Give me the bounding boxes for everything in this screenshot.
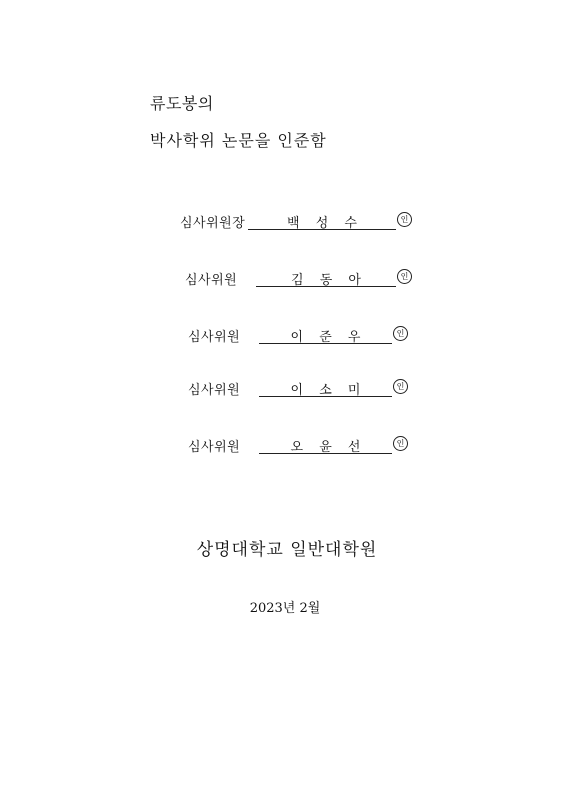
seal-icon: 인 xyxy=(397,269,412,284)
institution-name: 상명대학교 일반대학원 xyxy=(196,540,378,560)
committee-role: 심사위원 xyxy=(188,440,241,455)
committee-role: 심사위원 xyxy=(188,330,241,345)
candidate-name-heading: 류도봉의 xyxy=(150,94,214,113)
seal-icon: 인 xyxy=(393,379,408,394)
seal-icon: 인 xyxy=(393,436,408,451)
approval-date: 2023년 2월 xyxy=(249,601,321,616)
signature-line xyxy=(259,379,392,397)
committee-member-name: 이 준 우 xyxy=(290,330,367,345)
signature-line xyxy=(256,269,396,287)
committee-role: 심사위원 xyxy=(188,383,241,398)
committee-member-name: 이 소 미 xyxy=(290,383,367,398)
signature-line xyxy=(259,326,392,344)
signature-line xyxy=(248,212,396,230)
approval-statement: 박사학위 논문을 인준함 xyxy=(150,131,327,150)
committee-member-name: 김 동 아 xyxy=(291,273,367,288)
committee-role: 심사위원 xyxy=(185,273,238,288)
signature-line xyxy=(259,436,392,454)
committee-member-name: 백 성 수 xyxy=(287,216,363,231)
seal-icon: 인 xyxy=(397,212,412,227)
seal-icon: 인 xyxy=(393,326,408,341)
committee-role: 심사위원장 xyxy=(180,216,246,231)
committee-member-name: 오 윤 선 xyxy=(290,440,367,455)
